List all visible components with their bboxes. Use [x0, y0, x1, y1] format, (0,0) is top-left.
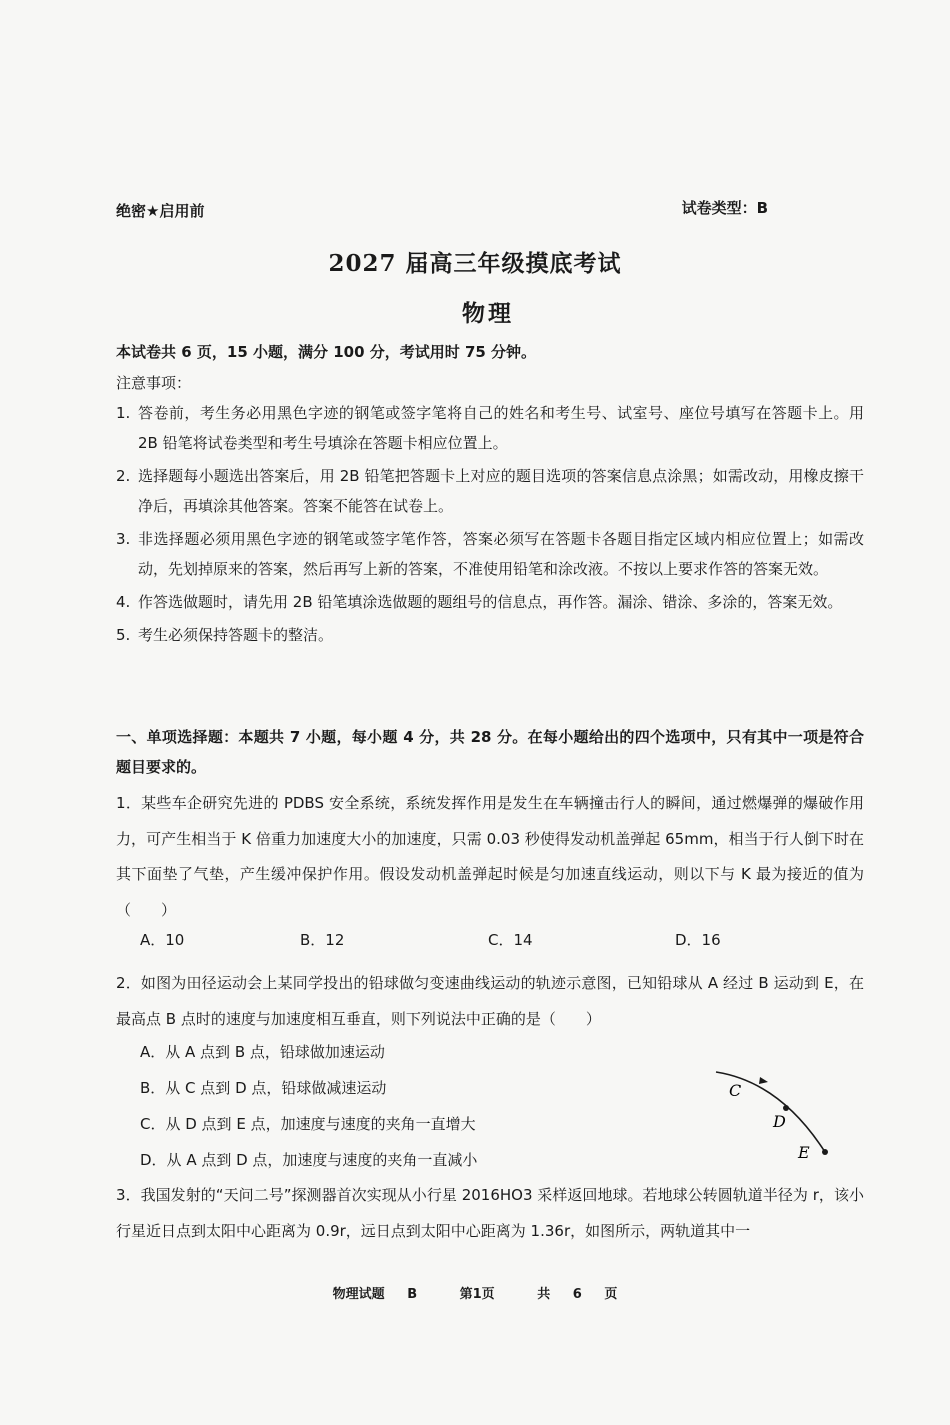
notice-item: [116, 461, 864, 521]
notice-item: [116, 398, 864, 458]
exam-title: 2027 届高三年级摸底考试: [328, 250, 622, 277]
notice-number: 2.: [116, 467, 131, 485]
footer-subject: 物理试题 B: [332, 1287, 418, 1302]
label-e: E: [798, 1143, 810, 1162]
footer-total: 共 6 页: [537, 1287, 618, 1302]
option-c: C．14: [488, 931, 533, 949]
option-a: A．10: [140, 931, 185, 949]
label-d: D: [773, 1112, 786, 1131]
option-b: B．从 C 点到 D 点，铅球做减速运动: [140, 1079, 387, 1097]
footer-page: 第1页: [459, 1287, 495, 1302]
option-c: C．从 D 点到 E 点，加速度与速度的夹角一直增大: [140, 1115, 476, 1133]
notice-text: 选择题每小题选出答案后，用 2B 铅笔把答题卡上对应的题目选项的答案信息点涂黑；如需改动，用橡皮擦干净后，再填涂其他答案。答案不能答在试卷上。: [138, 467, 864, 515]
question-2-text: 2．如图为田径运动会上某同学投出的铅球做匀变速曲线运动的轨迹示意图，已知铅球从 A 经过 B 运动到 E，在最高点 B 点时的速度与加速度相互垂直，则下列说法中正确的是（ ）: [116, 974, 864, 1028]
section-heading: 一、单项选择题：本题共 7 小题，每小题 4 分，共 28 分。在每小题给出的四个选项中，只有其中一项是符合题目要求的。: [116, 728, 864, 776]
notice-number: 4.: [116, 593, 131, 611]
notice-text: 考生必须保持答题卡的整洁。: [138, 626, 334, 644]
paper-type: 试卷类型：B: [681, 199, 768, 217]
question-1-options: [140, 929, 840, 959]
notice-item: [116, 587, 864, 617]
notice-number: 1.: [116, 404, 131, 422]
notice-number: 3.: [116, 530, 131, 548]
question-3-text: 3．我国发射的“天问二号”探测器首次实现从小行星 2016HO3 采样返回地球。若地球公转圆轨道半径为 r，该小行星近日点到太阳中心距离为 0.9r，远日点到太阳中心距离为 1.36r，如图所示，两轨道其中一: [116, 1186, 864, 1240]
notice-text: 答卷前，考生务必用黑色字迹的钢笔或签字笔将自己的姓名和考生号、试室号、座位号填写在答题卡上。用 2B 铅笔将试卷类型和考生号填涂在答题卡相应位置上。: [138, 404, 864, 452]
notice-heading: 注意事项：: [116, 374, 192, 392]
notice-text: 作答选做题时，请先用 2B 铅笔填涂选做题的题组号的信息点，再作答。漏涂、错涂、多涂的，答案无效。: [138, 593, 843, 611]
option-b: B．12: [300, 931, 345, 949]
option-a: A．从 A 点到 B 点，铅球做加速运动: [140, 1043, 385, 1061]
direction-arrow-icon: [759, 1077, 768, 1084]
page-footer: [0, 1283, 950, 1302]
exam-subject: 物理: [462, 300, 514, 327]
label-c: C: [729, 1081, 742, 1100]
notice-item: [116, 524, 864, 584]
exam-intro: 本试卷共 6 页，15 小题，满分 100 分，考试用时 75 分钟。: [116, 343, 537, 361]
question-2-options: [140, 1034, 477, 1178]
option-d: D．16: [675, 931, 721, 949]
point-d: [783, 1105, 789, 1111]
notice-text: 非选择题必须用黑色字迹的钢笔或签字笔作答，答案必须写在答题卡各题目指定区域内相应位置上；如需改动，先划掉原来的答案，然后再写上新的答案，不准使用铅笔和涂改液。不按以上要求作答的答案无效。: [138, 530, 864, 578]
trajectory-diagram: [700, 1060, 840, 1170]
confidential-mark: 绝密★启用前: [116, 202, 205, 220]
notice-item: [116, 620, 864, 650]
option-d: D．从 A 点到 D 点，加速度与速度的夹角一直减小: [140, 1151, 478, 1169]
notice-number: 5.: [116, 626, 131, 644]
point-e: [822, 1149, 828, 1155]
notice-list: [116, 398, 864, 653]
question-1-text: 1．某些车企研究先进的 PDBS 安全系统，系统发挥作用是发生在车辆撞击行人的瞬间，通过燃爆弹的爆破作用力，可产生相当于 K 倍重力加速度大小的加速度，只需 0.03 秒使得发动机盖弹起 65mm，相当于行人倒下时在其下面垫了气垫，产生缓冲保护作用。假设发动机盖弹起时候是匀加速直线运动，则以下与 K 最为接近的值为（ ）: [116, 794, 864, 919]
